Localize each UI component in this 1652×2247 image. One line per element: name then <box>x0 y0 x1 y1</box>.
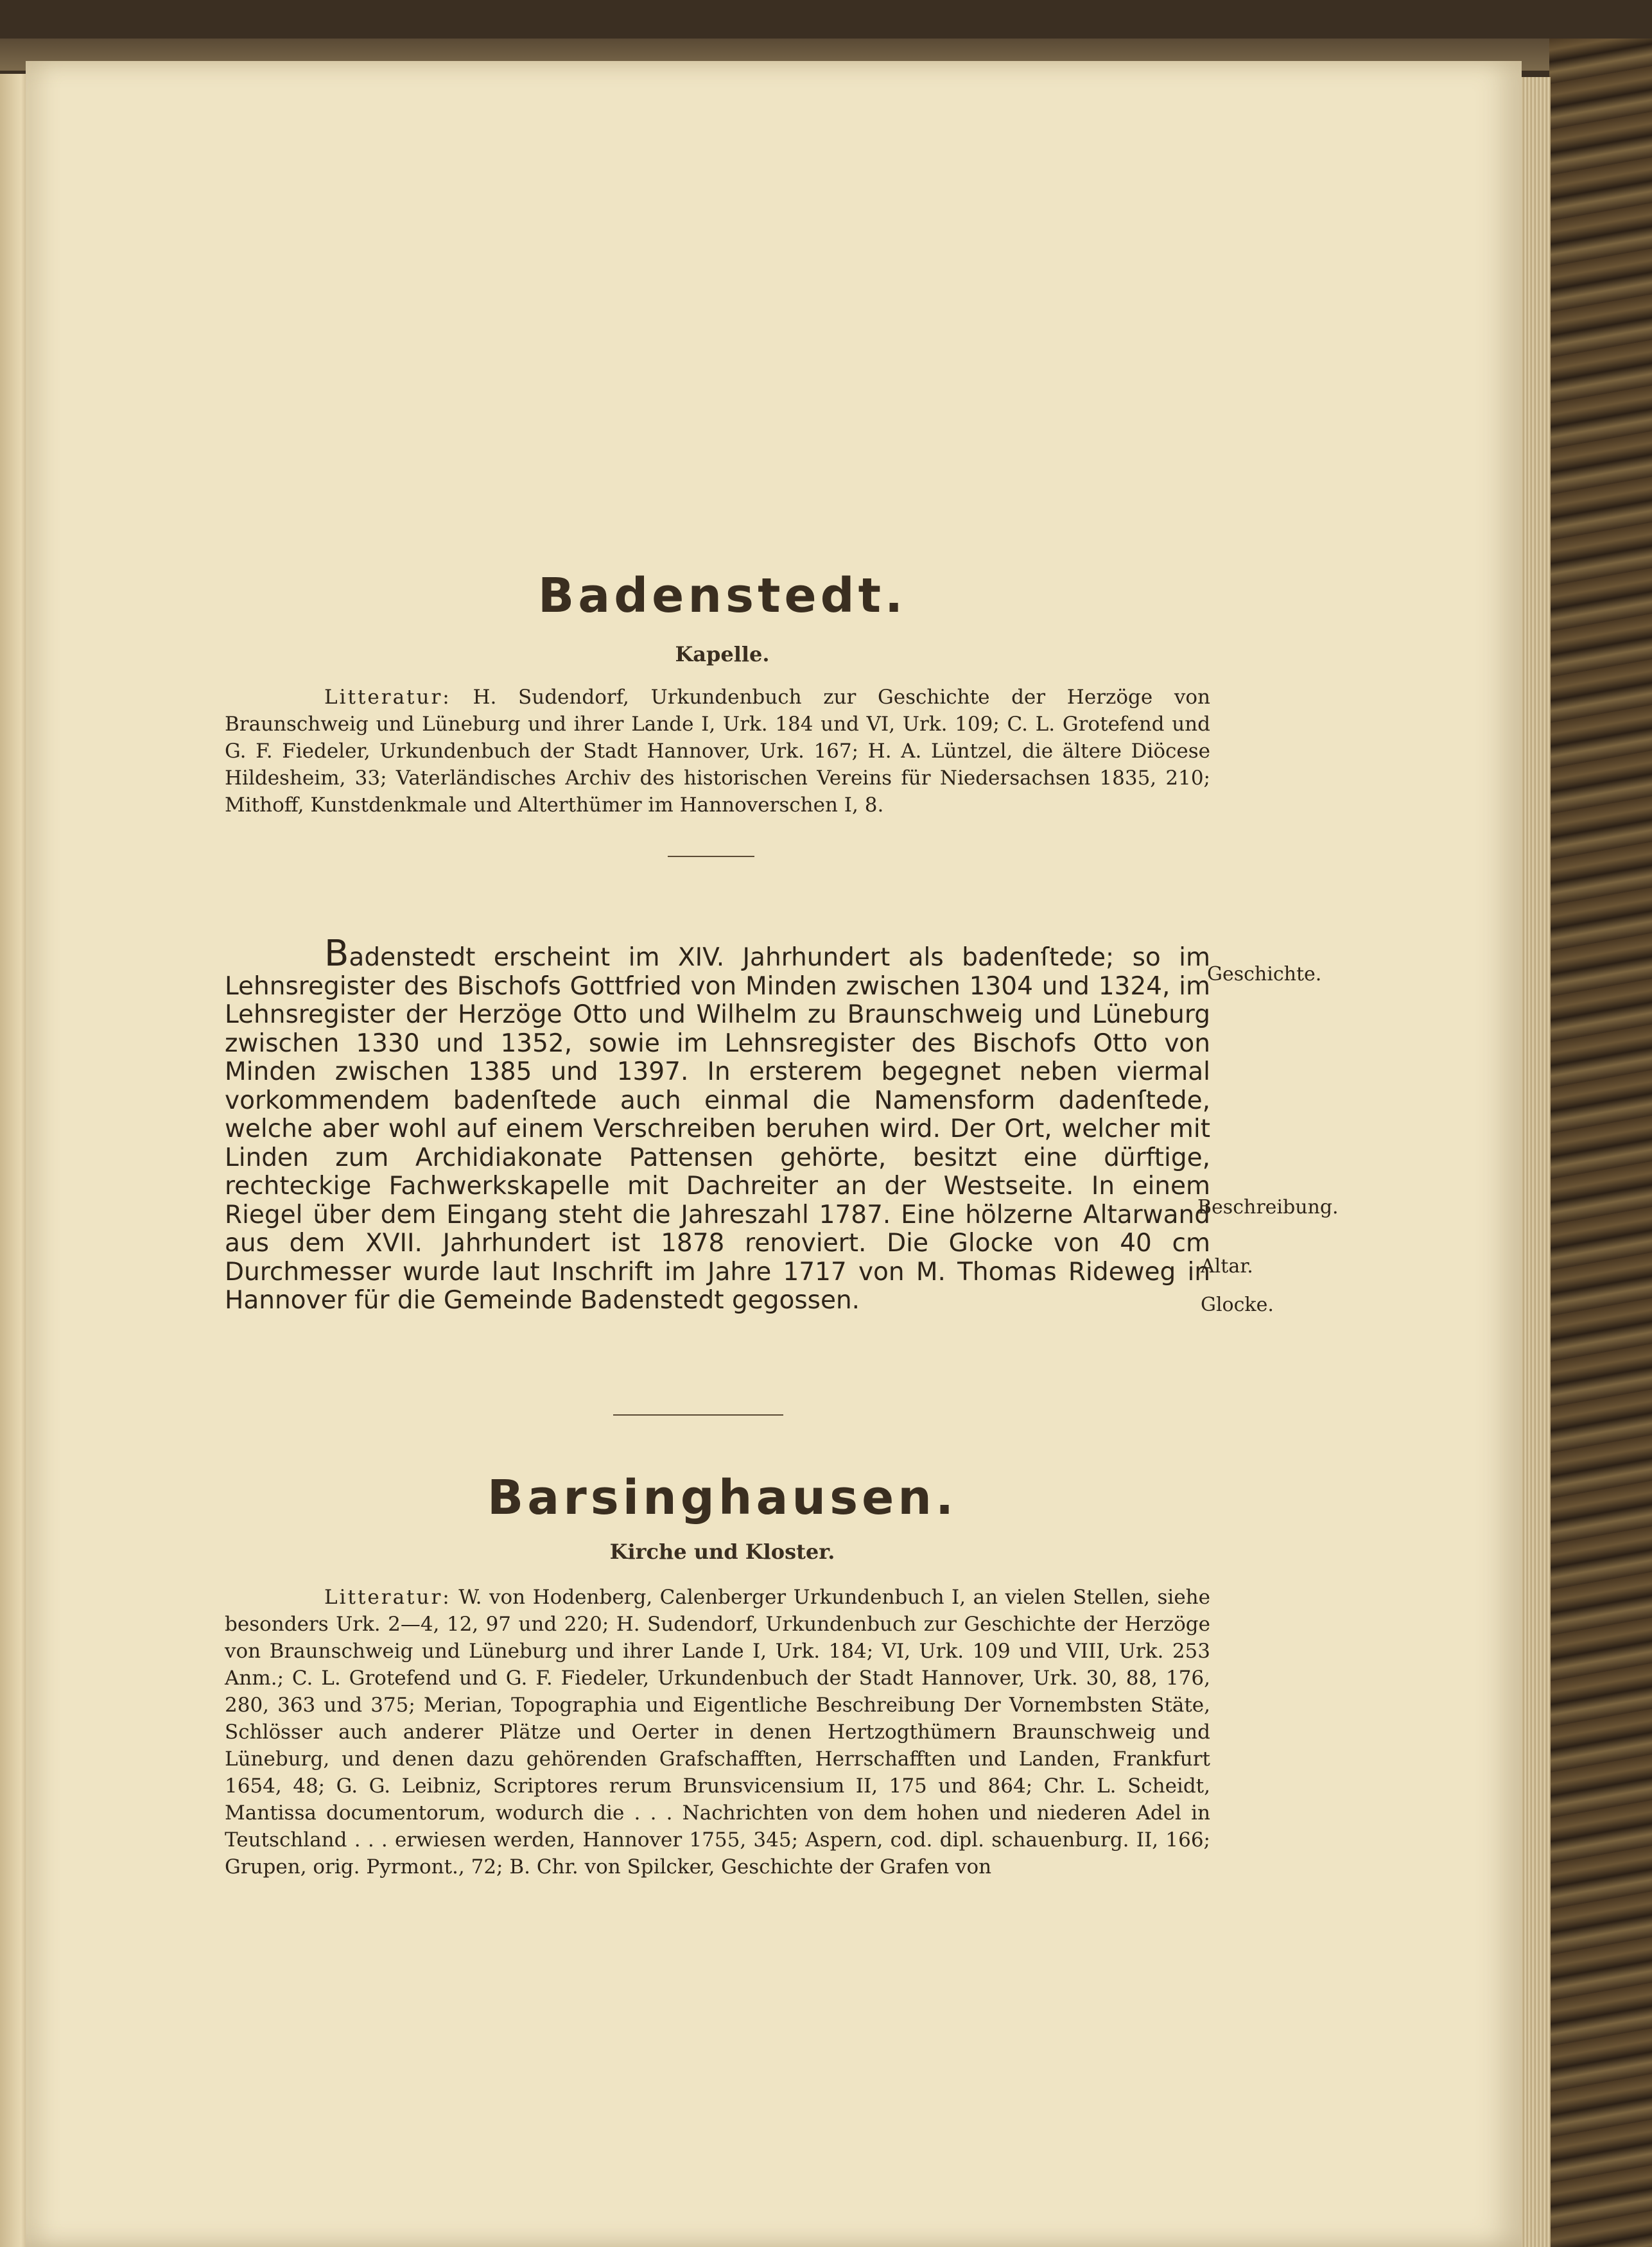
section-subtitle-kapelle: Kapelle. <box>675 642 770 666</box>
literature-paragraph-badenstedt <box>225 684 1210 819</box>
divider-short <box>668 856 754 857</box>
drop-initial: B <box>324 933 349 975</box>
margin-note-altar: Altar. <box>1201 1255 1253 1278</box>
literature-label: Litteratur: <box>324 1586 451 1609</box>
margin-note-geschichte: Geschichte. <box>1207 963 1322 985</box>
body-paragraph-badenstedt <box>225 933 1210 1315</box>
literature-label: Litteratur: <box>324 686 451 709</box>
section-title-badenstedt: Badenstedt. <box>537 568 907 623</box>
margin-note-glocke: Glocke. <box>1201 1294 1274 1316</box>
margin-note-beschreibung: Beschreibung. <box>1197 1196 1339 1219</box>
literature-text: H. Sudendorf, Urkundenbuch zur Geschichte der Herzöge von Braunschweig und Lüneburg und ihrer Lande I, Urk. 184 und VI, Urk. 109; C. L. Grotefend und G. F. Fiedeler, Urkundenbuch der Stadt Hannover, Urk. 167; H. A. Lüntzel, die ältere Diöcese Hildesheim, 33; Vaterländisches Archiv des historischen Vereins für Niedersachsen 1835, 210; Mithoff, Kunstdenkmale und Alterthümer im Hannoverschen I, 8. <box>225 686 1210 817</box>
book-page <box>26 61 1522 2247</box>
literature-text: W. von Hodenberg, Calenberger Urkundenbuch I, an vielen Stellen, siehe besonders Urk. 2—4, 12, 97 und 220; H. Sudendorf, Urkundenbuch zur Geschichte der Herzöge von Braunschweig und Lüneburg und ihrer Lande I, Urk. 184; VI, Urk. 109 und VIII, Urk. 253 Anm.; C. L. Grotefend und G. F. Fiedeler, Urkundenbuch der Stadt Hannover, Urk. 30, 88, 176, 280, 363 und 375; Merian, Topographia und Eigentliche Beschreibung Der Vornembsten Stäte, Schlösser auch anderer Plätze und Oerter in denen Hertzogthümern Braunschweig und Lüneburg, und denen dazu gehörenden Grafschafften, Herrschafften und Landen, Frankfurt 1654, 48; G. G. Leibniz, Scriptores rerum Brunsvicensium II, 175 und 864; Chr. L. Scheidt, Mantissa documentorum, wodurch die . . . Nachrichten von dem hohen und niederen Adel in Teutschland . . . erwiesen werden, Hannover 1755, 345; Aspern, cod. dipl. schauenburg. II, 166; Grupen, orig. Pyrmont., 72; B. Chr. von Spilcker, Geschichte der Grafen von <box>225 1586 1210 1878</box>
divider-long <box>613 1414 783 1416</box>
section-title-barsinghausen: Barsinghausen. <box>487 1470 958 1525</box>
section-subtitle-kirche-kloster: Kirche und Kloster. <box>609 1540 835 1564</box>
body-text: adenstedt erscheint im XIV. Jahrhundert als badenſtede; so im Lehnsregister des Bischofs Gottfried von Minden zwischen 1304 und 1324, im Lehnsregister der Herzöge Otto und Wilhelm zu Braunschweig und Lüneburg zwischen 1330 und 1352, sowie im Lehnsregister des Bischofs Otto von Minden zwischen 1385 und 1397. In ersterem begegnet neben viermal vorkommendem badenſtede auch einmal die Namensform dadenſtede, welche aber wohl auf einem Verschreiben beruhen wird. Der Ort, welcher mit Linden zum Archidiakonate Pattensen gehörte, besitzt eine dürftige, rechteckige Fachwerkskapelle mit Dachreiter an der Westseite. In einem Riegel über dem Eingang steht die Jahreszahl 1787. Eine hölzerne Altarwand aus dem XVII. Jahrhundert ist 1878 renoviert. Die Glocke von 40 cm Durchmesser wurde laut Inschrift im Jahre 1717 von M. Thomas Rideweg in Hannover für die Gemeinde Badenstedt gegossen. <box>225 943 1210 1315</box>
literature-paragraph-barsinghausen <box>225 1584 1210 1880</box>
book-cover-edge <box>1549 39 1652 2247</box>
